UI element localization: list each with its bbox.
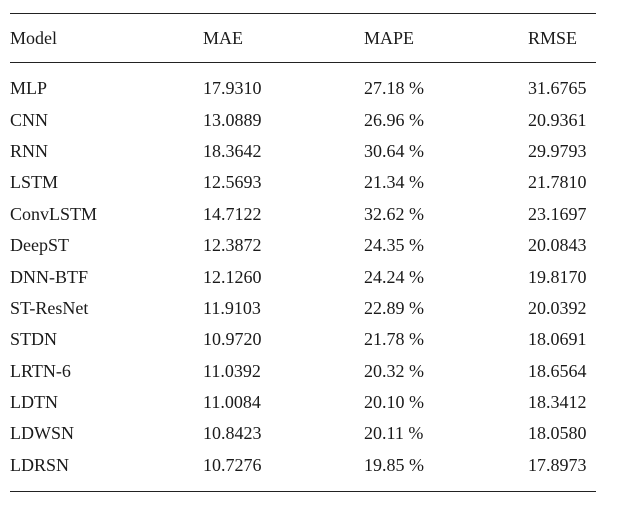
- cell-mae: 10.8423: [203, 423, 262, 444]
- table-row: [10, 199, 596, 230]
- cell-mae: 10.9720: [203, 329, 262, 350]
- cell-mape: 21.78 %: [364, 329, 424, 350]
- header-mape: MAPE: [364, 27, 415, 48]
- table-row: [10, 356, 596, 387]
- cell-rmse: 18.6564: [528, 360, 587, 381]
- cell-rmse: 31.6765: [528, 78, 587, 99]
- table-row: [10, 261, 596, 292]
- cell-mape: 27.18 %: [364, 78, 424, 99]
- cell-model: CNN: [10, 109, 49, 130]
- table-row: [10, 167, 596, 198]
- cell-rmse: 21.7810: [528, 172, 587, 193]
- results-table-container: [10, 13, 596, 492]
- cell-rmse: 18.0691: [528, 329, 587, 350]
- header-mae: MAE: [203, 27, 243, 48]
- cell-mae: 14.7122: [203, 203, 262, 224]
- cell-model: DeepST: [10, 235, 69, 256]
- cell-rmse: 18.0580: [528, 423, 587, 444]
- cell-mape: 20.32 %: [364, 360, 424, 381]
- cell-model: MLP: [10, 78, 48, 99]
- cell-rmse: 18.3412: [528, 392, 587, 413]
- cell-mape: 19.85 %: [364, 454, 424, 475]
- cell-mape: 26.96 %: [364, 109, 424, 130]
- cell-mape: 20.11 %: [364, 423, 424, 444]
- cell-rmse: 20.0843: [528, 235, 587, 256]
- header-model: Model: [10, 27, 57, 48]
- cell-rmse: 20.9361: [528, 109, 587, 130]
- cell-mae: 11.0084: [203, 392, 261, 413]
- cell-mae: 12.5693: [203, 172, 262, 193]
- table-row: [10, 324, 596, 355]
- cell-model: LRTN-6: [10, 360, 71, 381]
- cell-mape: 24.35 %: [364, 235, 424, 256]
- cell-rmse: 23.1697: [528, 203, 587, 224]
- table-row: [10, 450, 596, 492]
- table-row: [10, 293, 596, 324]
- header-row: [10, 14, 596, 63]
- cell-mape: 22.89 %: [364, 297, 424, 318]
- cell-model: ConvLSTM: [10, 203, 98, 224]
- cell-mape: 30.64 %: [364, 140, 424, 161]
- table-row: [10, 63, 596, 105]
- cell-mae: 12.3872: [203, 235, 262, 256]
- cell-mape: 20.10 %: [364, 392, 424, 413]
- cell-rmse: 20.0392: [528, 297, 587, 318]
- cell-rmse: 19.8170: [528, 266, 587, 287]
- cell-model: ST-ResNet: [10, 297, 89, 318]
- table-row: [10, 104, 596, 135]
- cell-mae: 12.1260: [203, 266, 262, 287]
- table-body: [10, 63, 596, 492]
- cell-model: LDTN: [10, 392, 58, 413]
- cell-mae: 13.0889: [203, 109, 262, 130]
- cell-model: DNN-BTF: [10, 266, 89, 287]
- cell-rmse: 29.9793: [528, 140, 587, 161]
- cell-rmse: 17.8973: [528, 454, 587, 475]
- cell-mae: 11.9103: [203, 297, 261, 318]
- table-row: [10, 136, 596, 167]
- cell-model: STDN: [10, 329, 58, 350]
- cell-mape: 32.62 %: [364, 203, 424, 224]
- cell-model: LDRSN: [10, 454, 70, 475]
- cell-model: RNN: [10, 140, 49, 161]
- model-comparison-table: [10, 13, 596, 492]
- table-header: [10, 14, 596, 63]
- cell-model: LSTM: [10, 172, 59, 193]
- table-row: [10, 387, 596, 418]
- cell-mae: 10.7276: [203, 454, 262, 475]
- cell-mae: 11.0392: [203, 360, 261, 381]
- cell-model: LDWSN: [10, 423, 74, 444]
- cell-mae: 18.3642: [203, 140, 262, 161]
- cell-mae: 17.9310: [203, 78, 262, 99]
- cell-mape: 21.34 %: [364, 172, 424, 193]
- cell-mape: 24.24 %: [364, 266, 424, 287]
- table-row: [10, 418, 596, 449]
- header-rmse: RMSE: [528, 27, 578, 48]
- table-row: [10, 230, 596, 261]
